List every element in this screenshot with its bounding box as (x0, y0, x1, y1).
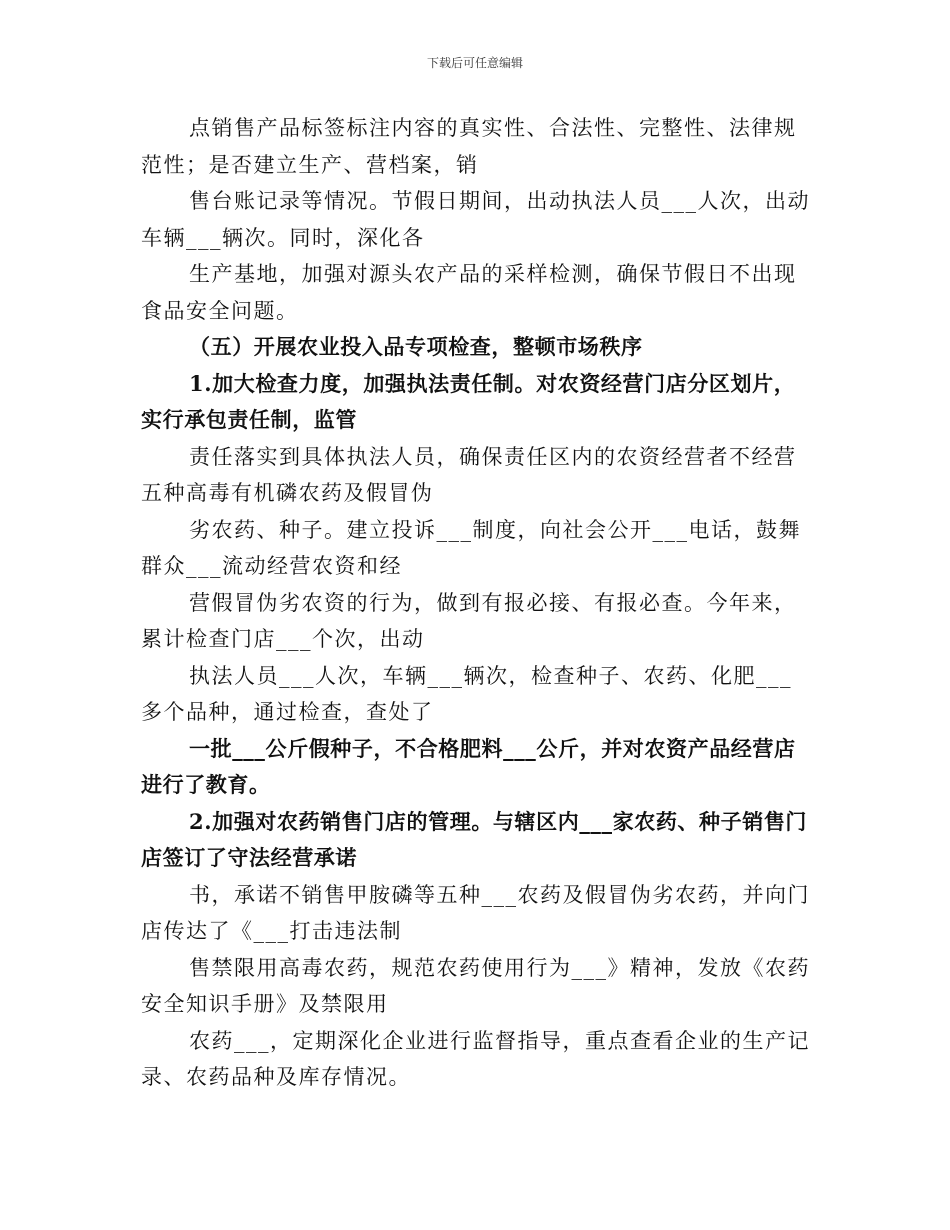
paragraph: 营假冒伪劣农资的行为，做到有报必接、有报必查。今年来，累计检查门店___个次，出动 (141, 590, 797, 651)
paragraph-bold: 2.加强对农药销售门店的管理。与辖区内___家农药、种子销售门店签订了守法经营承诺 (141, 808, 808, 870)
page-header-note: 下载后可任意编辑 (426, 56, 523, 70)
paragraph: 售禁限用高毒农药，规范农药使用行为___》精神，发放《农药安全知识手册》及禁限用 (141, 955, 810, 1016)
paragraph: 执法人员___人次，车辆___辆次，检查种子、农药、化肥___多个品种，通过检查，查处了 (141, 663, 792, 724)
paragraph: 劣农药、种子。建立投诉___制度，向社会公开___电话，鼓舞群众___流动经营农资和经 (141, 517, 801, 578)
paragraph: 生产基地，加强对源头农产品的采样检测，确保节假日不出现食品安全问题。 (141, 262, 797, 323)
paragraph: 责任落实到具体执法人员，确保责任区内的农资经营者不经营五种高毒有机磷农药及假冒伪 (141, 444, 797, 505)
document-body (141, 110, 813, 1096)
paragraph: 农药___，定期深化企业进行监督指导，重点查看企业的生产记录、农药品种及库存情况。 (141, 1028, 810, 1089)
paragraph: 售台账记录等情况。节假日期间，出动执法人员___人次，出动车辆___辆次。同时，深化各 (141, 189, 810, 250)
paragraph: 点销售产品标签标注内容的真实性、合法性、完整性、法律规范性；是否建立生产、营档案，销 (141, 116, 797, 177)
paragraph-bold: 一批___公斤假种子，不合格肥料___公斤，并对农资产品经营店进行了教育。 (141, 735, 796, 797)
paragraph-bold: 1.加大检查力度，加强执法责任制。对农资经营门店分区划片，实行承包责任制，监管 (141, 370, 796, 432)
section-heading: （五）开展农业投入品专项检查，整顿市场秩序 (189, 334, 643, 359)
paragraph: 书，承诺不销售甲胺磷等五种___农药及假冒伪劣农药，并向门店传达了《___打击违法制 (141, 882, 810, 943)
